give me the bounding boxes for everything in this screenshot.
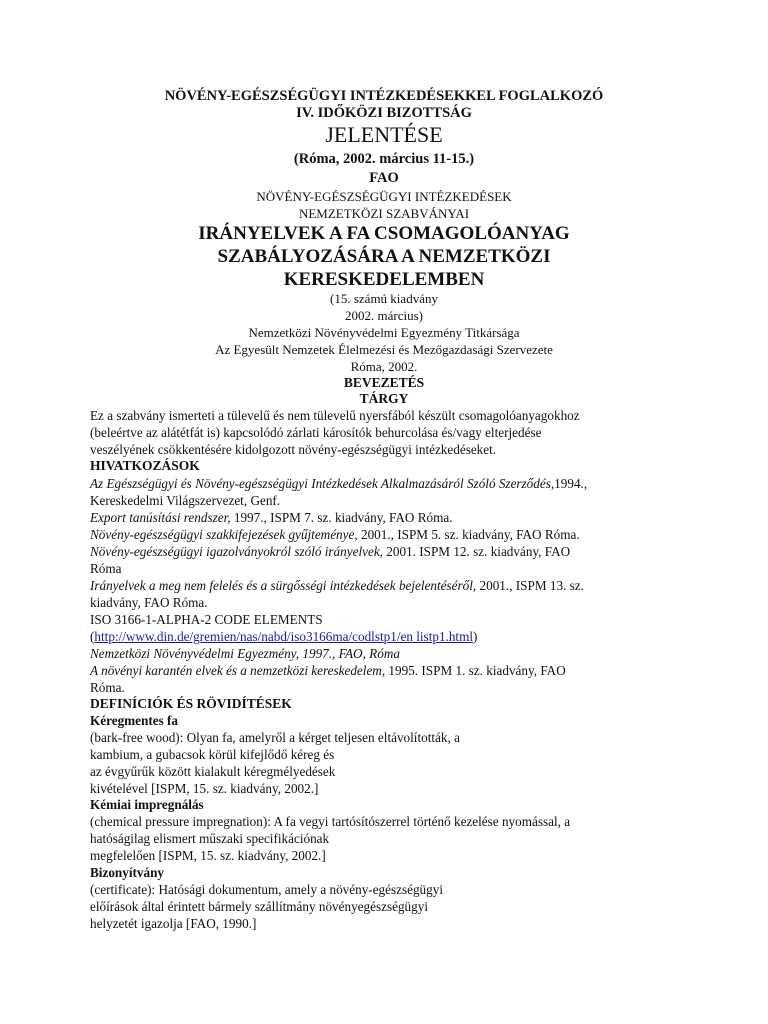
- term-1-line-4: kivételével [ISPM, 15. sz. kiadvány, 2002.]: [90, 781, 319, 796]
- standards-line-1: NÖVÉNY-EGÉSZSÉGÜGYI INTÉZKEDÉSEK: [256, 189, 512, 204]
- reference-5-title: Irányelvek a meg nem felelés és a sürgősségi intézkedések bejelentéséről,: [90, 578, 477, 593]
- venue-date: (Róma, 2002. március 11-15.): [293, 151, 475, 167]
- reference-4-line-2: Róma: [90, 561, 122, 576]
- paren-close: ): [473, 629, 478, 644]
- reference-4: [90, 545, 570, 558]
- term-1-line-2: kambium, a gubacsok körül kifejlődő kéreg és: [90, 747, 335, 762]
- reference-3-title: Növény-egészségügyi szakkifejezések gyűjteménye,: [90, 527, 358, 542]
- publication-number: (15. számú kiadvány: [330, 291, 438, 306]
- reference-2-details: 1997., ISPM 7. sz. kiadvány, FAO Róma.: [230, 510, 453, 525]
- references-heading: HIVATKOZÁSOK: [90, 458, 200, 473]
- scope-line-3: veszélyének csökkentésére kidolgozott növény-egészségügyi intézkedéseket.: [90, 442, 497, 457]
- reference-2-title: Export tanúsítási rendszer,: [90, 510, 231, 525]
- reference-8-title: A növényi karantén elvek és a nemzetközi kereskedelem,: [90, 663, 386, 678]
- term-3-line-2: előírások által érintett bármely szállítmány növényegészségügyi: [90, 899, 429, 914]
- term-2-line-3: megfelelően [ISPM, 15. sz. kiadvány, 2002.]: [90, 848, 326, 863]
- reference-5-details: 2001., ISPM 13. sz.: [476, 578, 584, 593]
- reference-3: [90, 528, 580, 541]
- reference-8-line-2: Róma.: [90, 680, 125, 695]
- term-2-line-2: hatóságilag elismert műszaki specifikációnak: [90, 831, 330, 846]
- publication-date: 2002. március): [345, 308, 423, 323]
- term-2-line-1: (chemical pressure impregnation): A fa vegyi tartósítószerrel történő kezelése nyomással, a: [90, 814, 571, 829]
- intro-heading: BEVEZETÉS: [343, 375, 425, 390]
- fao-full-name: Az Egyesült Nemzetek Élelmezési és Mezőgazdasági Szervezete: [215, 342, 553, 357]
- reference-4-title: Növény-egészségügyi igazolványokról szóló irányelvek,: [90, 544, 383, 559]
- org-name: FAO: [369, 170, 399, 186]
- scope-line-1: Ez a szabvány ismerteti a tülevelű és nem tülevelű nyersfából készült csomagolóanyagokhoz: [90, 408, 580, 423]
- reference-1-line-2: Kereskedelmi Világszervezet, Genf.: [90, 493, 281, 508]
- reference-2: [90, 511, 453, 524]
- term-3-line-3: helyzetét igazolja [FAO, 1990.]: [90, 916, 257, 931]
- term-1-line-1: (bark-free wood): Olyan fa, amelyről a kérget teljesen eltávolították, a: [90, 730, 460, 745]
- definitions-heading: DEFINÍCIÓK ÉS RÖVIDÍTÉSEK: [90, 696, 292, 711]
- standards-line-2: NEMZETKÖZI SZABVÁNYAI: [298, 206, 470, 221]
- reference-3-details: 2001., ISPM 5. sz. kiadvány, FAO Róma.: [357, 527, 580, 542]
- secretariat: Nemzetközi Növényvédelmi Egyezmény Titkársága: [248, 325, 520, 340]
- term-chemical-impregnation: Kémiai impregnálás: [90, 797, 204, 812]
- report-title: JELENTÉSE: [325, 122, 443, 147]
- iso-3166-link[interactable]: http://www.din.de/gremien/nas/nabd/iso3166ma/codlstp1/en listp1.html: [94, 629, 474, 644]
- guideline-title-line-1: IRÁNYELVEK A FA CSOMAGOLÓANYAG: [198, 223, 570, 244]
- term-certificate: Bizonyítvány: [90, 865, 165, 880]
- reference-5: [90, 579, 584, 592]
- guideline-title-line-3: KERESKEDELEMBEN: [283, 269, 485, 290]
- reference-6: ISO 3166-1-ALPHA-2 CODE ELEMENTS: [90, 612, 323, 627]
- reference-1: [90, 477, 587, 490]
- committee-line-1: NÖVÉNY-EGÉSZSÉGÜGYI INTÉZKEDÉSEKKEL FOGLALKOZÓ: [164, 88, 604, 104]
- committee-line-2: IV. IDŐKÖZI BIZOTTSÁG: [296, 105, 472, 121]
- reference-8-details: 1995. ISPM 1. sz. kiadvány, FAO: [385, 663, 566, 678]
- reference-1-title: Az Egészségügyi és Növény-egészségügyi Intézkedések Alkalmazásáról Szóló Szerződés,: [90, 476, 555, 491]
- reference-1-details: 1994.,: [554, 476, 588, 491]
- reference-8: [90, 664, 566, 677]
- place-year: Róma, 2002.: [350, 359, 418, 374]
- term-bark-free-wood: Kéregmentes fa: [90, 713, 179, 728]
- paren-open: (: [90, 629, 95, 644]
- term-1-line-3: az évgyűrűk között kialakult kéregmélyedések: [90, 764, 336, 779]
- scope-line-2: (beleértve az alátétfát is) kapcsolódó zárlati károsítók behurcolása és/vagy elterjedése: [90, 425, 542, 440]
- reference-5-line-2: kiadvány, FAO Róma.: [90, 595, 208, 610]
- reference-7: Nemzetközi Növényvédelmi Egyezmény, 1997., FAO, Róma: [90, 646, 400, 661]
- term-3-line-1: (certificate): Hatósági dokumentum, amely a növény-egészségügyi: [90, 882, 444, 897]
- reference-6-url-line: [90, 630, 477, 643]
- reference-4-details: 2001. ISPM 12. sz. kiadvány, FAO: [382, 544, 571, 559]
- scope-heading: TÁRGY: [359, 391, 409, 406]
- guideline-title-line-2: SZABÁLYOZÁSÁRA A NEMZETKÖZI: [217, 246, 551, 267]
